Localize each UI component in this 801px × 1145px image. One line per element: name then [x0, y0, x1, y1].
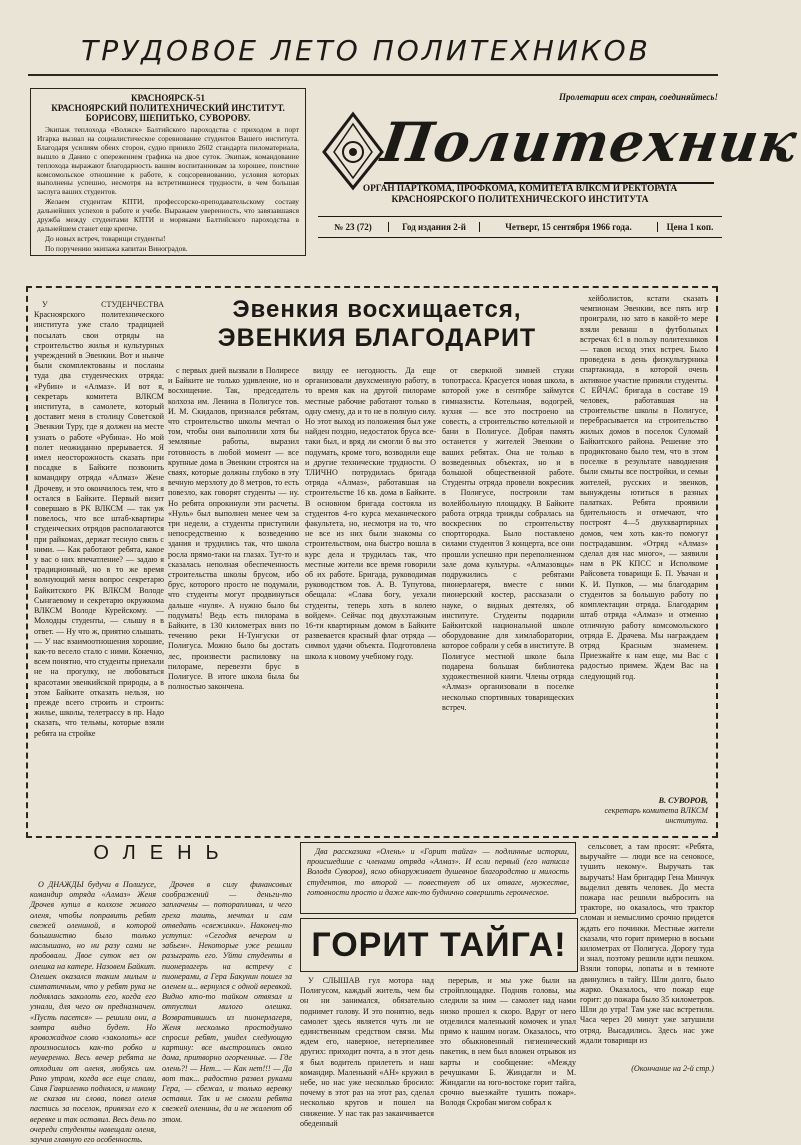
- banner-rule: [28, 74, 718, 76]
- evenkia-column-2: [168, 366, 299, 826]
- telegram-header: КРАСНОЯРСК-51 КРАСНОЯРСКИЙ ПОЛИТЕХНИЧЕСКИЙ ИНСТИТУТ. БОРИСОВУ, ШЕПИТЬКО, СУВОРОВУ.: [51, 93, 285, 123]
- olen-column-2: [162, 880, 292, 1124]
- taiga-text-3: сельсовет, а там просят: «Ребята, выручайте — люди все на сенокосе, тушить некому». Выручать так выручать! Нам бригадир Гена Минчук выделил девять человек. До места пожара нас решили выбросить на тракторе, но оказалось, что трактор сломан и немыслимо срочно придется ждать его починки. Местные жители сказали, что горит примерно в восьми километрах от Полигуса. Дорогу туда и знал, поэтому решили идти пешком. Взяли топоры, лопаты и в темноте двинулись в тайгу. Шли долго, было жарко. Оказалось, что пожар еще горит: до пожара было 35 километров. Шли до утра! Там уже нас встретили. Часа через 20 минут уже затушили отряд. Высадились. Здесь нас уже ждали товарищи из: [580, 842, 714, 1045]
- telegram-paragraph-1: Экипаж теплохода «Волжск» Балтийского пароходства с приходом в порт Игарка вызвал на социалистическое соревнование студентов Вашего института. Благодаря усилиям обеих сторон, судно приняло 2602 стандарта пиломатериала, вышло в Данию с опережением графика на двое суток. Экипаж, командование теплохода выражают благодарность вашим воспитанникам за хорошее, поистине комсомольское отношение к работе, к соцсоревнованию, условия которых выполнены успешно, несмотря на встретившиеся трудности, в чем большая заслуга ваших студентов.: [37, 125, 299, 197]
- evenkia-signature-block: [580, 796, 708, 827]
- olen-column-1: [30, 880, 156, 1145]
- telegram-body: [31, 126, 305, 254]
- taiga-continued: (Окончание на 2-й стр.): [631, 1064, 714, 1073]
- evenkia-headline-line2: ЭВЕНКИЯ БЛАГОДАРИТ: [217, 324, 537, 352]
- taiga-headline-box: [300, 918, 578, 972]
- evenkia-column-4: [442, 366, 574, 826]
- issue-bar: [318, 216, 722, 238]
- stories-intro-box: [300, 842, 576, 914]
- masthead-subtitle: ОРГАН ПАРТКОМА, ПРОФКОМА, КОМИТЕТА ВЛКСМ И РЕКТОРАТА КРАСНОЯРСКОГО ПОЛИТЕХНИЧЕСКОГО ИНСТИТУТА: [362, 184, 678, 205]
- evenkia-headline-line1: Эвенкия восхищается,: [232, 296, 522, 323]
- newspaper-title: Политехник: [377, 110, 801, 174]
- taiga-title: ГОРИТ ТАЙГА!: [311, 926, 567, 964]
- taiga-column-3: [580, 842, 714, 1064]
- taiga-text-1: У СЛЫШАВ гул мотора над Полигусом, каждый житель, чем бы он ни занимался, обязательно поднимет голову. И это понятно, ведь самолет здесь является чуть ли не единственным средством связи. Мы ждем его, наверное, нетерпеливее других: приходит почта, а в этот день я был водитель прилететь и наш командир. Маленький «АН» кружил в небе, но нас уже несколько бросило: почему в этот раз на этот раз, сделал несколько кругов и пошел на снижение. У нас так раз заканчивается обеденный: [300, 976, 434, 1128]
- masthead: [318, 84, 801, 272]
- evenkia-text-4: от сверкной зимней стужи топотрасса. Красуется новая школа, в которой уже в сентябре займутся гимназисты. Котельная, водогрей, кухня — все это построено на совесть, а строительство котельной и бани в Полигусе. Добрая память останется у жителей Эвенкии о ваших ребятах. Она не только в возведенных объектах, но и в большой общественной работе. Студенты отряда провели вокресник в Полигусе, построили там волейбольную площадку. В Байките работа отряда трижды собралась на воскресник по строительству спортгородка. Было поставлено силами студентов 3 концерта, все они прошли успешно при переполненном зале дома культуры. «Алмазовцы» подружились с ребятами пионерлагеря, вместе с ними пионерский костер, рассказали о науке, о видных деятелях, об институте. Студенты подарили Байкитской национальной школе оборудование для химлаборатории, которое собрали у себя в институте. В Полигусе местной школе была подарена большая библиотека художественной книги. Члены отряда «Алмаз» организовали в поселке несколько спортивных товарищеских встреч.: [442, 366, 574, 712]
- emblem-icon: [322, 112, 384, 190]
- telegram-paragraph-2: Желаем студентам КПТИ, профессорско-преподавательскому составу дальнейших успехов в работе и учебе. Выражаем уверенность, что завязавшаяся дружба между студентами КПТИ и моряками Балтийского пароходства в дальнейшем станет еще крепче.: [37, 197, 299, 233]
- issue-date: Четверг, 15 сентября 1966 года.: [480, 222, 658, 232]
- issue-number: № 23 (72): [318, 222, 389, 232]
- evenkia-column-1: [34, 300, 164, 826]
- issue-year: Год издания 2-й: [389, 222, 480, 232]
- evenkia-text-2: с первых дней вызвали в Полиресе и Байките не только удивление, но и восхищение. Так, председатель колхоза им. Ленина в Полигусе тов. И. М. Скидалов, признался ребятам, что строительство школы мечтал о том, чтобы они выполнили хотя бы земляные работы, выразил готовность в любой момент — все крупные дома в Эвенкии строятся на сваях, которые должны глубоко в эту вечную мерзлоту до 8 метров, то есть повезло, как говорят студенты — ну. Но ребята опрокинули эти расчеты. «Нуль» был выполнен менее чем за три недели, а студенты приступили непосредственно к возведению здания и трудились так, что школа росла прямо-таки на глазах. Тут-то и сказалась неполная обеспеченность строительства школы брусом, ибо брус, которого просто не подумали, что студенты могут продвинуться дальше «нуля». А нужно было бы подумать! Ведь есть пилорама в Байките, в 130 километрах вниз по течению реки Н-Тунгуски от Полигуса. Можно было бы достать лес, произвести распиловку на пилораме, перевезти брус в Полигусе. В итоге школа была бы полностью закончена.: [168, 366, 299, 692]
- evenkia-text-1: У СТУДЕНЧЕСТВА Красноярского политехнического института уже стало традицией посылать свои отряды на строительство жилья и культурных учреждений в Эвенкии. Вот и нынче были скомплектованы и посланы туда два студенческих отряда: «Рубин» и «Алмаз». И вот я, секретарь комитета ВЛКСМ института, в самолете, который доставит меня в столицу Советской Эвенкии Туру, где я должен на месте узнать о работе «Рубина». Но мой полет неожиданно прерывается. Я имел неосторожность сказать при посадке в Байките позвонить командиру отряда «Алмаз» Жене Дрочеву, и это окончилось тем, что я остался в Байките. Первый визит совершаю в РК ВЛКСМ — так уж повелось, что все штаб-квартиры студенческих отрядов располагаются при райкомах, держат тесную связь с ними. — Как работают ребята, какое у вас о них впечатление? — задаю я традиционный, но в то же время волнующий меня вопрос секретарю Байкитского РК ВЛКСМ Володе Сынгаевому и секретарю окружкома ВЛКСМ Володе Курейскому. — Молодцы студенты, — слышу я в ответ. — Ну что ж, приятно слышать. — У нас взаимоотношения хорошие, как-то весело стало с ними. Конечно, всем понятно, что студенты приехали не на прогулку, не любоваться красотами эвенкийской природы, а в этом Байките отказать нельзя, но прежде всего строить и строить: жилье, школы, телетрассу в пр. Надо сказать, что тельмы, которые взяли ребята на стройке: [34, 300, 164, 738]
- slogan: Пролетарии всех стран, соединяйтесь!: [559, 92, 718, 102]
- banner-title: ТРУДОВОЕ ЛЕТО ПОЛИТЕХНИКОВ: [81, 34, 651, 67]
- evenkia-column-5: [580, 294, 708, 790]
- telegram-sign: По поручению экипажа капитан Виноградов.: [45, 243, 188, 253]
- stories-intro-text: Два рассказика «Олень» и «Горит тайга» — подлинные истории, происшедшие с членами отряда «Алмаз». И если первый (его написал Володя Суворов), ясно обнаруживает душевное благородство и милость студентов, то второй — повествует об их отваге, мужестве, готовности просто и даже как-то буднично совершить героическое.: [307, 847, 569, 897]
- olen-title: ОЛЕНЬ: [93, 842, 233, 864]
- evenkia-signature: В. СУВОРОВ,: [658, 796, 708, 805]
- telegram-closing: До новых встреч, товарищи студенты!: [45, 233, 166, 243]
- taiga-column-1: [300, 976, 434, 1128]
- olen-text-1: О ДНАЖДЫ будучи в Полигусе, командир отряда «Алмаз» Женя Дрочев купил в колхозе живого оленя, чтобы поправить ребят свежей олениной, в которой большинство было только наслышано, но ни разу сами не пробовали. Двое суток вез он олешка на катере. Назовем Байкит. Олешек оказался таким милым и симпатичным, что у ребят рука не поднялась заколоть его, когда его узнали, для чего он предназначен. «Пусть пасется» — решили они, а завтра видно будет. Но кровожадное слово «заколоть» все произносилось как-то робко и неуверенно. Весь вечер ребята не отходили от оленя, любуясь им. Рано утром, когда все еще спали, Саня Гавриленко поднялся, и никому не сказав ни слова, повел оленя пастись за поселок, привязал его к веревке и так оставил. Весь день по очереди студенты навещали оленя, заучив главную его особенность.: [30, 880, 156, 1145]
- evenkia-text-3: вилду ее негодность. Да еще организовали двухсменную работу, в то время как на другой пилораме местные рабочие работают только в одну смену, да и то не в полную силу. Но этот выход из положения был уже найден поздно, недостаток бруса все-таки был, и вряд ли смогли б вы это подумать, кроме того, возводили еще и другие технические трудности. О ТЛИЧНО потрудилась бригада отряда «Алмаз», работавшая на строительстве 16 кв. дома в Байките. В основном бригада состояла из студентов 4-го курса механического факультета, но, несмотря на то, что не все из них были знакомы со строительством, она быстро вошла в курс дела и трудилась так, что местные жители все время говорили об их работе. Бригада, руководимая руководством тов. А. В. Тупутова, обещала: «Слава богу, уехали студенты, теперь хоть в колею войдем». Сейчас под двухэтажным 16-ти квартирным домом в Байките развевается красный флаг отряда — символ удачи объекта. Подготовлена школа к новому учебному году.: [305, 366, 436, 661]
- evenkia-headline: [212, 296, 542, 352]
- taiga-column-2: [440, 976, 576, 1108]
- evenkia-column-3: [305, 366, 436, 826]
- issue-price: Цена 1 коп.: [666, 222, 714, 232]
- evenkia-text-5: хейболистов, кстати сказать чемпионам Эвенкии, все пять игр проиграли, но зато в какой-то мере взяли реванш в футбольных встречах 6:1 в пользу политехников — таков исход этих встреч. Было проведена в день физкультурника спартакиада, в которой очень активное участие приняли студенты. С ЕЙЧАС бригада в составе 19 человек, работавшая на строительстве школы в Полигусе, перебрасывается на строительство жилых домов в поселок Суломай Байкитского района. Решение это продиктовано было тем, что в этом поселке в результате наводнения были смыты все постройки, и семьи жителей, русских и эвенков, вынуждены ютиться в разных палатках. Ребята проявили бдительность и отмечают, что построят 4—5 двухквартирных домов, чем хоть как-то помогут пострадавшим. «Отряд «Алмаз» сделал для нас много», — заявили нам в РК КПСС и Исполкоме Райсовета товарищи Б. П. Увачан и К. И. Пупков, — мы благодарим студентов за большую работу по комплектации отряда. Благодарим штаб отряда «Алмаз» и отменно отличную работу комсомольского отряда Е. Драчева. Мы награждаем отряд Красным знаменем. Приезжайте к нам еще, мы Вас с радостью примем. Ждем Вас на следующий год.: [580, 294, 708, 681]
- telegram-box: [30, 88, 306, 256]
- olen-text-2: Дрочев в силу финансовых соображений — деньги-то заплачены — поторапливал, и чего греха таить, мечтал и сам отведать «свежинки». Наконец-то уступил: «Сегодня вечером и забьем». Некоторые уже решили разыграть его. Уйти студенты в пионерлагерь на встречу с пионерами, а Гера Бакунин пошел за оленем и... вернулся с одной веревкой. Видно кто-то тайком отвязал и отпустил милого олешка. Возвратившись из пионерлагеря, Женя несколько простодушно спросил ребят, увидел следующую картину: все выстроились около дома, притворно огорченные. — Где олень?! — Нет... — Как нет!!! — Да вот так... радостно развел руками Гера, — сбежал, и только веревку оставил. Так и не смогли ребята свежей оленины, да и не жалеют об этом.: [162, 880, 292, 1124]
- taiga-text-2: перерыв, и мы уже были на стройплощадке. Подняв головы, мы следили за ним — самолет над нами низко прошел к скоро. Вдруг от него отделился маленький комочек и упал прямо к нашим ногам. Оказалось, что это обыкновенный гигиенический пакетик, в нем был вложен отрывок из карты и сообщение: «Между речушками Б. Жиндагли и М. Жиндагли на юго-востоке горит тайга, срочно выезжайте тушить пожар». Володя Скробан мигом собрал к: [440, 976, 576, 1108]
- evenkia-signature-role: секретарь комитета ВЛКСМ института.: [604, 806, 708, 826]
